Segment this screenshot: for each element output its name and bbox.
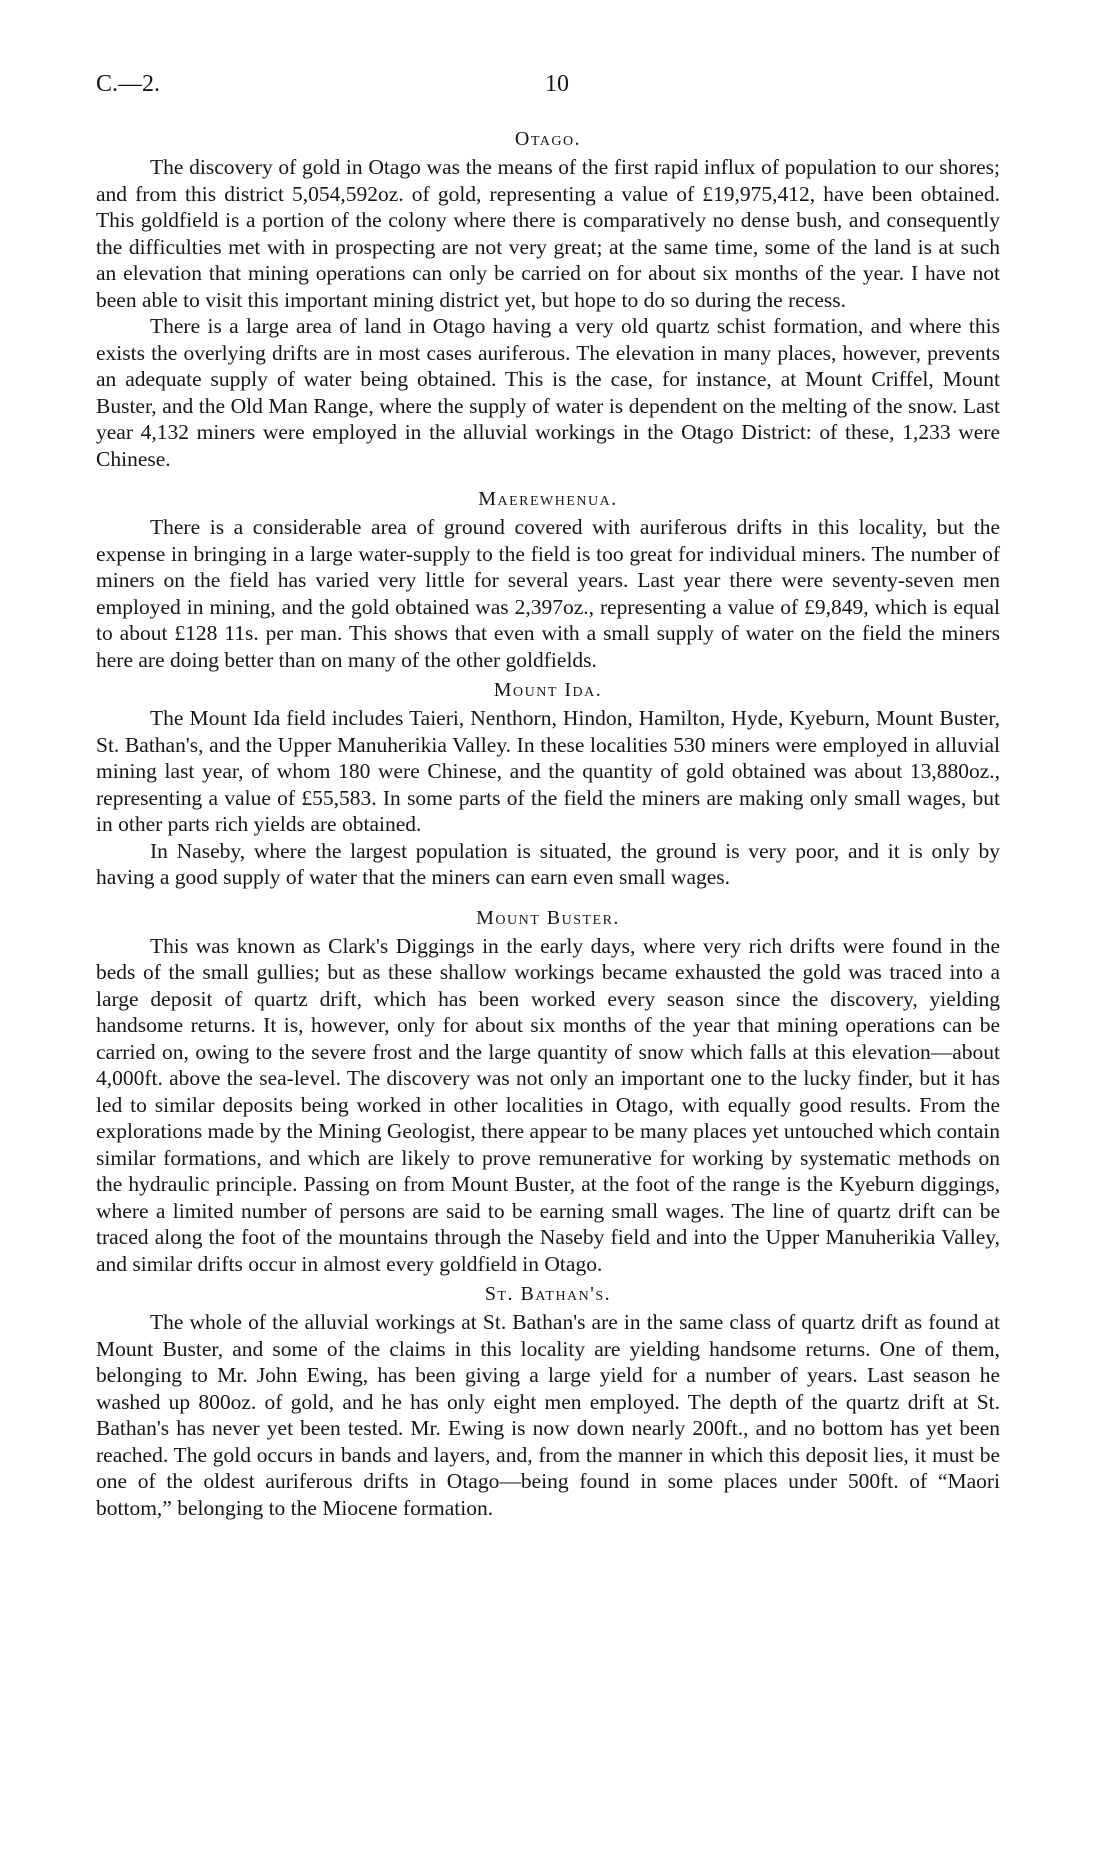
paragraph: In Naseby, where the largest population is situated, the ground is very poor, and it is only by having a good supply of water that the miners can earn even small wages. <box>96 838 1000 889</box>
page-number: 10 <box>545 71 569 97</box>
paragraph: There is a large area of land in Otago having a very old quartz schist formation, and where this exists the overlying drifts are in most cases auriferous. The elevation in many places, however, prevents an adequate supply of water being obtained. This is the case, for instance, at Mount Criffel, Mount Buster, and the Old Man Range, where the supply of water is dependent on the melting of the snow. Last year 4,132 miners were employed in the alluvial workings in the Otago District: of these, 1,233 were Chinese. <box>96 314 1000 471</box>
paragraph: The Mount Ida field includes Taieri, Nenthorn, Hindon, Hamilton, Hyde, Kyeburn, Mount Buster, St. Bathan's, and the Upper Manuherikia Valley. In these localities 530 miners were employed in alluvial mining last year, of whom 180 were Chinese, and the quantity of gold obtained was about 13,880oz., representing a value of £55,583. In some parts of the field the miners are making only small wages, but in other parts rich yields are obtained. <box>96 706 1000 836</box>
section-st-bathans <box>96 1281 1000 1521</box>
paragraph: There is a considerable area of ground covered with auriferous drifts in this locality, but the expense in bringing in a large water-supply to the field is too great for individual miners. The number of miners on the field has varied very little for several years. Last year there were seventy-seven men employed in mining, and the gold obtained was 2,397oz., representing a value of £9,849, which is equal to about £128 11s. per man. This shows that even with a small supply of water on the field the miners here are doing better than on many of the other goldfields. <box>96 515 1000 672</box>
page-body <box>96 126 1000 1521</box>
paragraph: The discovery of gold in Otago was the means of the first rapid influx of population to our shores; and from this district 5,054,592oz. of gold, representing a value of £19,975,412, have been obtained. This goldfield is a portion of the colony where there is comparatively no dense bush, and consequently the difficulties met with in prospecting are not very great; at the same time, some of the land is at such an elevation that mining operations can only be carried on for about six months of the year. I have not been able to visit this important mining district yet, but hope to do so during the recess. <box>96 155 1000 312</box>
section-heading: Otago. <box>514 128 582 150</box>
section-heading: St. Bathan's. <box>484 1283 612 1305</box>
section-maerewhenua <box>96 486 1000 673</box>
section-otago <box>96 126 1000 472</box>
section-mount-buster <box>96 905 1000 1278</box>
document-reference: C.—2. <box>96 71 161 97</box>
page-header <box>96 68 1018 100</box>
paragraph: The whole of the alluvial workings at St. Bathan's are in the same class of quartz drift as found at Mount Buster, and some of the claims in this locality are yielding handsome returns. One of them, belonging to Mr. John Ewing, has been giving a large yield for a number of years. Last season he washed up 800oz. of gold, and he has only eight men employed. The depth of the quartz drift at St. Bathan's has never yet been tested. Mr. Ewing is now down nearly 200ft., and no bottom has yet been reached. The gold occurs in bands and layers, and, from the manner in which this deposit lies, it must be one of the oldest auriferous drifts in Otago—being found in some places under 500ft. of “Maori bottom,” belonging to the Miocene formation. <box>96 1310 1000 1520</box>
section-heading: Mount Buster. <box>476 906 620 929</box>
section-mount-ida <box>96 677 1000 891</box>
paragraph: This was known as Clark's Diggings in the early days, where very rich drifts were found in the beds of the small gullies; but as these shallow workings became exhausted the gold was traced into a large deposit of quartz drift, which has been worked every season since the discovery, yielding handsome returns. It is, however, only for about six months of the year that mining operations can be carried on, owing to the severe frost and the large quantity of snow which falls at this elevation—about 4,000ft. above the sea-level. The discovery was not only an important one to the lucky finder, but it has led to similar deposits being worked in other localities in Otago, with equally good results. From the explorations made by the Mining Geologist, there appear to be many places yet untouched which contain similar formations, and which are likely to prove remunerative for working by systematic methods on the hydraulic principle. Passing on from Mount Buster, at the foot of the range is the Kyeburn diggings, where a limited number of persons are said to be earning small wages. The line of quartz drift can be traced along the foot of the mountains through the Naseby field and into the Upper Manuherikia Valley, and similar drifts occur in almost every goldfield in Otago. <box>96 933 1000 1276</box>
section-heading: Maerewhenua. <box>478 488 618 510</box>
section-heading: Mount Ida. <box>493 679 603 701</box>
